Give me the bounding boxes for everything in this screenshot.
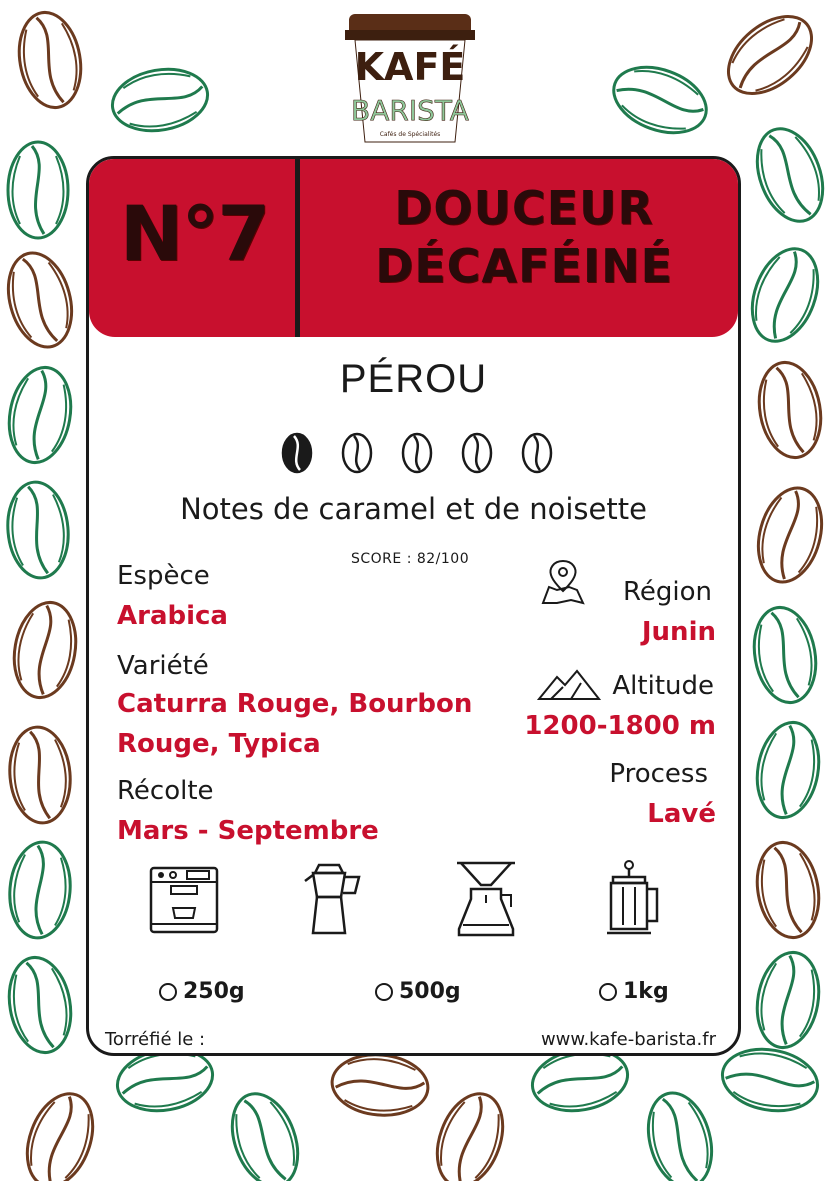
product-number: N°7	[119, 189, 269, 278]
map-pin-icon	[539, 557, 587, 607]
size-radio-500g[interactable]	[375, 983, 393, 1001]
intensity-bean-empty-icon	[343, 434, 371, 472]
pour-over-icon	[451, 859, 521, 939]
website-link[interactable]: www.kafe-barista.fr	[540, 1029, 716, 1050]
espece-label: Espèce	[117, 561, 210, 591]
size-radio-1kg[interactable]	[599, 983, 617, 1001]
origin-country: PÉROU	[339, 357, 488, 401]
intensity-bean-empty-icon	[463, 434, 491, 472]
product-name-line1: DOUCEUR	[394, 181, 654, 235]
size-option-500g[interactable]	[375, 979, 461, 1004]
process-value: Lavé	[647, 799, 716, 829]
size-option-250g[interactable]	[159, 979, 245, 1004]
size-options	[89, 979, 738, 1019]
variete-value-line1: Caturra Rouge, Bourbon	[117, 689, 473, 719]
process-label: Process	[609, 759, 708, 789]
variete-value-line2: Rouge, Typica	[117, 729, 321, 759]
size-label-250g: 250g	[183, 979, 245, 1004]
intensity-bean-filled-icon	[283, 434, 311, 472]
product-name	[314, 179, 734, 295]
altitude-value: 1200-1800 m	[524, 711, 716, 741]
product-label-card	[86, 156, 741, 1056]
variete-label: Variété	[117, 651, 209, 681]
roasted-date-label: Torréfié le :	[105, 1029, 206, 1050]
title-banner	[89, 159, 738, 337]
mountain-icon	[537, 667, 601, 701]
espece-value: Arabica	[117, 601, 228, 631]
moka-pot-icon	[299, 859, 365, 937]
size-radio-250g[interactable]	[159, 983, 177, 1001]
svg-text:BARISTA: BARISTA	[351, 94, 469, 127]
espresso-machine-icon	[147, 864, 221, 936]
altitude-label: Altitude	[612, 671, 714, 701]
intensity-rating	[279, 431, 559, 475]
recolte-value: Mars - Septembre	[117, 816, 379, 846]
recolte-label: Récolte	[117, 776, 214, 806]
product-name-line2: DÉCAFÉINÉ	[375, 239, 673, 293]
size-label-500g: 500g	[399, 979, 461, 1004]
intensity-bean-empty-icon	[523, 434, 551, 472]
intensity-bean-empty-icon	[403, 434, 431, 472]
region-value: Junin	[641, 617, 716, 647]
size-option-1kg[interactable]	[599, 979, 669, 1004]
size-label-1kg: 1kg	[623, 979, 669, 1004]
score: SCORE : 82/100	[351, 551, 470, 567]
tasting-notes: Notes de caramel et de noisette	[180, 492, 647, 526]
svg-text:Cafés de Spécialités: Cafés de Spécialités	[379, 131, 441, 138]
region-label: Région	[622, 577, 712, 607]
kafe-barista-logo	[345, 8, 475, 148]
banner-divider	[295, 159, 300, 337]
french-press-icon	[601, 859, 663, 937]
svg-text:KAFÉ: KAFÉ	[354, 45, 466, 89]
